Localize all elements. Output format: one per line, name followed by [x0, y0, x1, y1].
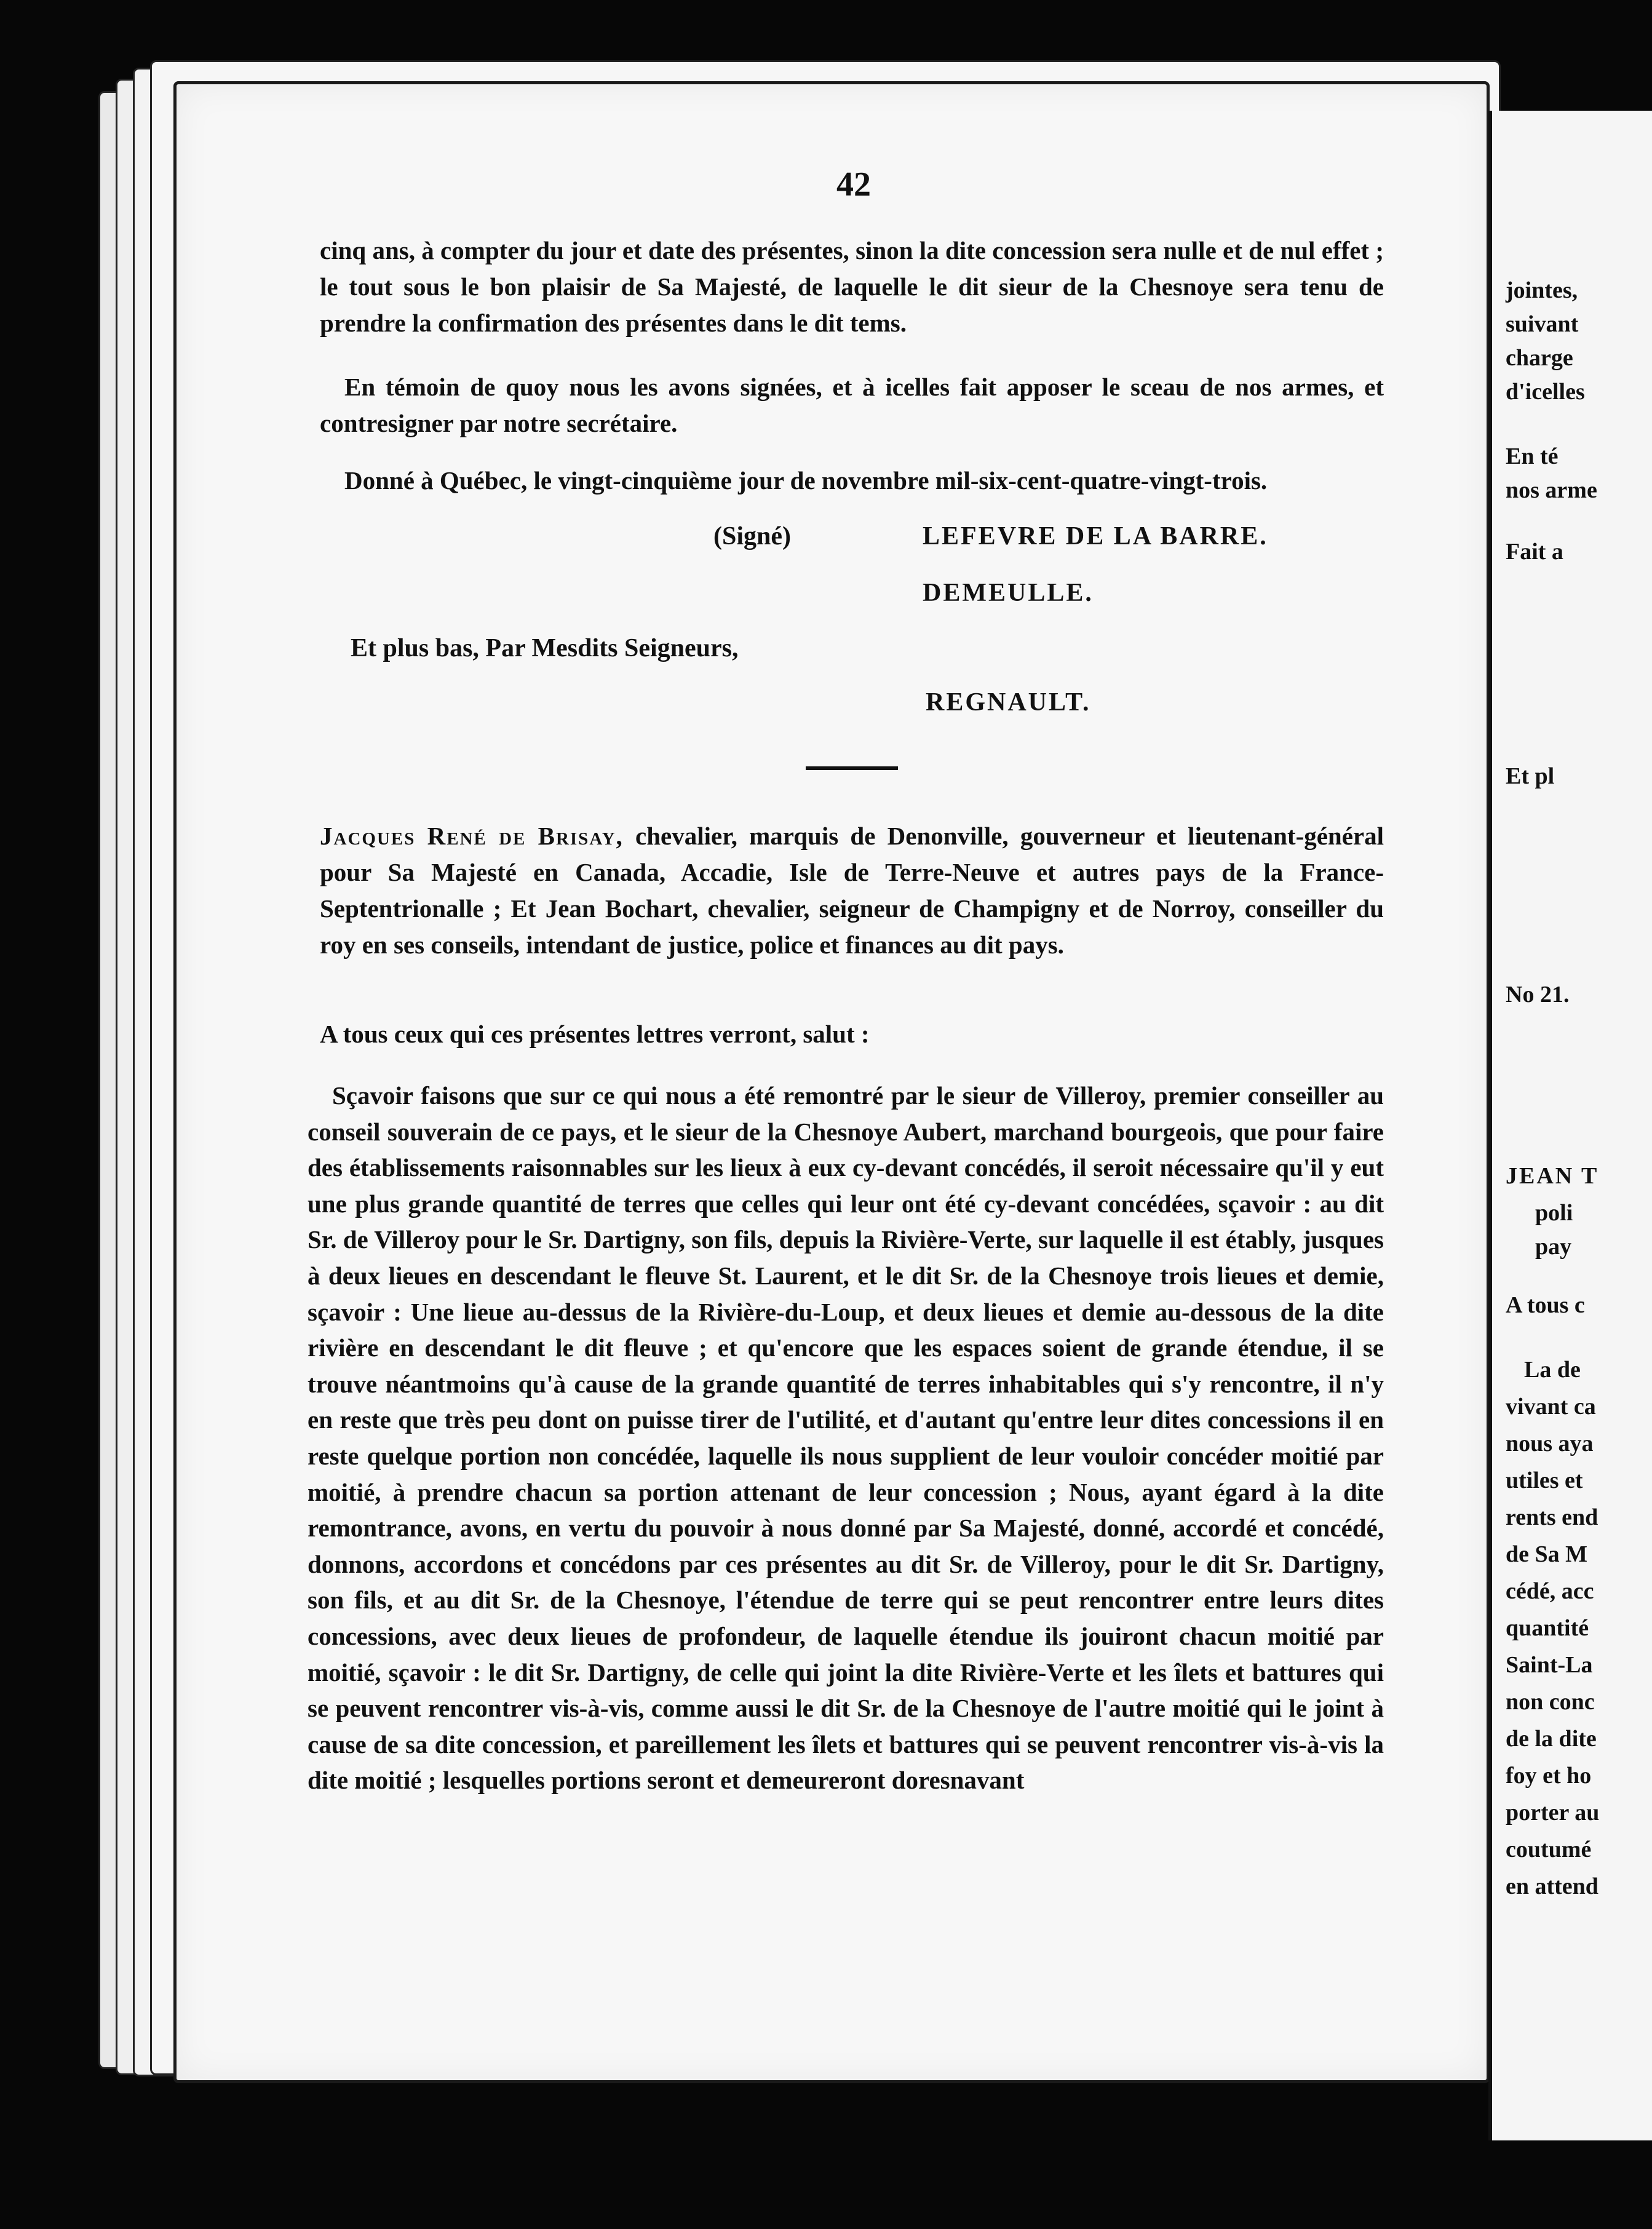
right-line: rents end	[1506, 1504, 1598, 1530]
witness-paragraph-text: En témoin de quoy nous les avons signées, et à icelles fait apposer le sceau de nos armes, et contresigner par notre secrétaire.	[320, 373, 1384, 437]
second-act-header	[320, 818, 1384, 963]
right-line: nos arme	[1506, 477, 1597, 503]
given-line	[320, 463, 1384, 499]
below-label: Et plus bas, Par Mesdits Seigneurs,	[351, 634, 739, 662]
right-line: en attend	[1506, 1873, 1598, 1899]
right-line: charge	[1506, 345, 1573, 371]
right-line: porter au	[1506, 1800, 1600, 1826]
second-act-body	[308, 1078, 1384, 1798]
right-line: La de	[1524, 1357, 1581, 1383]
right-line: Fait a	[1506, 539, 1563, 565]
second-act-title-text: chevalier, marquis de Denonville, gouverneur et lieutenant-général pour Sa Majesté en Canada, Accadie, Isle de Terre-Neuve et autres pays de la France-Septentrionalle ; Et Jean Bochart, chevalier, seigneur de Champigny et de Norroy, conseiller du roy en ses conseils, intendant de justice, police et finances au dit pays.	[320, 822, 1384, 959]
right-line: foy et ho	[1506, 1763, 1592, 1789]
salutation	[320, 1016, 1384, 1052]
right-line: poli	[1535, 1200, 1573, 1226]
right-line: de Sa M	[1506, 1541, 1587, 1567]
right-line: JEAN T	[1506, 1163, 1599, 1189]
right-line: quantité	[1506, 1615, 1589, 1641]
opening-paragraph	[320, 232, 1384, 341]
second-act-body-text: Sçavoir faisons que sur ce qui nous a été remontré par le sieur de Villeroy, premier conseiller au conseil souverain de ce pays, et le sieur de la Chesnoye Aubert, marchand bourgeois, que pour faire des établissements raisonnables sur les lieux à eux cy-devant concédés, il seroit nécessaire qu'il y eut une plus grande quantité de terres que celles qui leur ont été cy-devant concédées, sçavoir : au dit Sr. de Villeroy pour le Sr. Dartigny, son fils, depuis la Rivière-Verte, sur laquelle il est étably, jusques à deux lieues en descendant le fleuve St. Laurent, et le dit Sr. de la Chesnoye trois lieues et demie, sçavoir : Une lieue au-dessus de la Rivière-du-Loup, et deux lieues et demie au-dessous de la dite rivière en descendant le dit fleuve ; et qu'encore que les espaces soient de grande étendue, il se trouve néantmoins qu'à cause de la grande quantité de terres inhabitables qui s'y rencontre, il n'y en reste que très peu dont on puisse tirer de l'utilité, et d'autant qu'entre leur dites concessions il en reste quelque portion non concédée, laquelle ils nous supplient de leur vouloir concéder moitié par moitié, à prendre chacun sa portion attenant de leur concession ; Nous, ayant égard à la dite remontrance, avons, en vertu du pouvoir à nous donné par Sa Majesté, donné, accordé et concédé, donnons, accordons et concédons par ces présentes au dit Sr. de Villeroy, pour le dit Sr. Dartigny, son fils, et au dit Sr. de la Chesnoye, l'étendue de terre qui se peut rencontrer entre leurs dites concessions, avec deux lieues de profondeur, de laquelle étendue ils jouiront chacun moitié par moitié, sçavoir : le dit Sr. Dartigny, de celle qui joint la dite Rivière-Verte et les îlets et battures qui se peuvent rencontrer vis-à-vis, comme aussi le dit Sr. de la Chesnoye de l'autre moitié qui le joint à cause de sa dite concession, et pareillement les îlets et battures qui se peuvent rencontrer vis-à-vis la dite moitié ; lesquelles portions seront et demeureront doresnavant	[308, 1081, 1384, 1795]
right-line: utiles et	[1506, 1468, 1583, 1493]
name-de: de	[499, 822, 526, 850]
right-line: coutumé	[1506, 1837, 1592, 1862]
right-line: vivant ca	[1506, 1394, 1596, 1420]
right-line: Et pl	[1506, 763, 1555, 789]
right-line: cédé, acc	[1506, 1578, 1594, 1604]
section-divider	[806, 766, 898, 770]
right-line: d'icelles	[1506, 379, 1585, 405]
signer-lefevre: LEFEVRE DE LA BARRE.	[923, 522, 1268, 550]
right-line: nous aya	[1506, 1431, 1594, 1456]
witness-paragraph	[320, 369, 1384, 442]
signed-label: (Signé)	[713, 522, 791, 550]
right-line: non conc	[1506, 1689, 1595, 1715]
right-line: Saint-La	[1506, 1652, 1593, 1678]
opening-paragraph-text: cinq ans, à compter du jour et date des présentes, sinon la dite concession sera nulle et de nul effet ; le tout sous le bon plaisir de Sa Majesté, de laquelle le dit sieur de la Chesnoye sera tenu de prendre la confirmation des présentes dans le dit tems.	[320, 236, 1384, 337]
name-jacques: Jacques	[320, 822, 416, 850]
given-line-text: Donné à Québec, le vingt-cinquième jour de novembre mil-six-cent-quatre-vingt-trois.	[344, 466, 1268, 495]
right-line: En té	[1506, 443, 1559, 469]
right-line: suivant	[1506, 311, 1579, 337]
right-line: pay	[1535, 1234, 1572, 1260]
right-line: jointes,	[1506, 277, 1578, 303]
signer-regnault: REGNAULT.	[926, 688, 1091, 717]
right-line: No 21.	[1506, 982, 1570, 1007]
name-brisay: Brisay,	[538, 822, 624, 850]
salutation-text: A tous ceux qui ces présentes lettres verront, salut :	[320, 1020, 870, 1048]
name-rene: René	[427, 822, 487, 850]
page-number: 42	[836, 165, 871, 204]
second-act-title	[320, 818, 1384, 963]
signer-demeulle: DEMEULLE.	[923, 579, 1094, 607]
book-page-right	[1488, 111, 1652, 2140]
right-line: de la dite	[1506, 1726, 1597, 1752]
right-line: A tous c	[1506, 1292, 1585, 1318]
